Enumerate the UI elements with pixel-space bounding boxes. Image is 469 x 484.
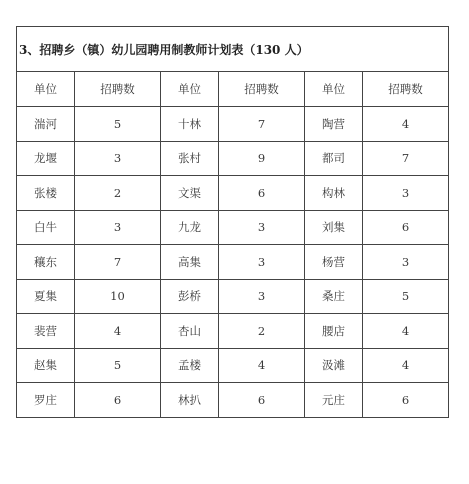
count-cell: 4 (219, 348, 305, 383)
unit-cell: 高集 (161, 245, 219, 280)
table-row (17, 383, 449, 418)
count-cell: 2 (219, 314, 305, 349)
count-cell: 3 (363, 176, 449, 211)
header-unit: 单位 (161, 72, 219, 107)
unit-cell: 裴营 (17, 314, 75, 349)
count-cell: 3 (75, 210, 161, 245)
count-cell: 3 (75, 141, 161, 176)
table-row (17, 245, 449, 280)
unit-cell: 杨营 (305, 245, 363, 280)
recruitment-plan-table (16, 26, 449, 418)
unit-cell: 孟楼 (161, 348, 219, 383)
count-cell: 6 (363, 383, 449, 418)
count-cell: 5 (363, 279, 449, 314)
count-cell: 2 (75, 176, 161, 211)
count-cell: 6 (363, 210, 449, 245)
unit-cell: 桑庄 (305, 279, 363, 314)
header-count: 招聘数 (75, 72, 161, 107)
unit-cell: 张楼 (17, 176, 75, 211)
count-cell: 6 (219, 383, 305, 418)
count-cell: 3 (219, 245, 305, 280)
count-cell: 6 (219, 176, 305, 211)
count-cell: 4 (363, 314, 449, 349)
unit-cell: 白牛 (17, 210, 75, 245)
unit-cell: 陶营 (305, 107, 363, 142)
header-unit: 单位 (17, 72, 75, 107)
unit-cell: 林扒 (161, 383, 219, 418)
unit-cell: 罗庄 (17, 383, 75, 418)
header-row (17, 72, 449, 107)
count-cell: 4 (75, 314, 161, 349)
unit-cell: 赵集 (17, 348, 75, 383)
unit-cell: 张村 (161, 141, 219, 176)
count-cell: 6 (75, 383, 161, 418)
table-row (17, 141, 449, 176)
unit-cell: 夏集 (17, 279, 75, 314)
unit-cell: 刘集 (305, 210, 363, 245)
count-cell: 5 (75, 107, 161, 142)
unit-cell: 构林 (305, 176, 363, 211)
unit-cell: 十林 (161, 107, 219, 142)
count-cell: 9 (219, 141, 305, 176)
count-cell: 7 (363, 141, 449, 176)
unit-cell: 元庄 (305, 383, 363, 418)
unit-cell: 汲滩 (305, 348, 363, 383)
count-cell: 7 (219, 107, 305, 142)
unit-cell: 都司 (305, 141, 363, 176)
table-row (17, 210, 449, 245)
table-row (17, 176, 449, 211)
count-cell: 3 (219, 279, 305, 314)
unit-cell: 文渠 (161, 176, 219, 211)
unit-cell: 九龙 (161, 210, 219, 245)
count-cell: 4 (363, 348, 449, 383)
header-unit: 单位 (305, 72, 363, 107)
header-count: 招聘数 (363, 72, 449, 107)
count-cell: 3 (363, 245, 449, 280)
unit-cell: 彭桥 (161, 279, 219, 314)
unit-cell: 腰店 (305, 314, 363, 349)
table-title: 3、招聘乡（镇）幼儿园聘用制教师计划表（130 人） (17, 27, 449, 72)
count-cell: 5 (75, 348, 161, 383)
unit-cell: 穰东 (17, 245, 75, 280)
count-cell: 7 (75, 245, 161, 280)
table-row (17, 107, 449, 142)
unit-cell: 龙堰 (17, 141, 75, 176)
unit-cell: 湍河 (17, 107, 75, 142)
table-row (17, 314, 449, 349)
count-cell: 4 (363, 107, 449, 142)
table-row (17, 279, 449, 314)
unit-cell: 杏山 (161, 314, 219, 349)
count-cell: 3 (219, 210, 305, 245)
table-title-row (17, 27, 449, 72)
table-row (17, 348, 449, 383)
header-count: 招聘数 (219, 72, 305, 107)
count-cell: 10 (75, 279, 161, 314)
